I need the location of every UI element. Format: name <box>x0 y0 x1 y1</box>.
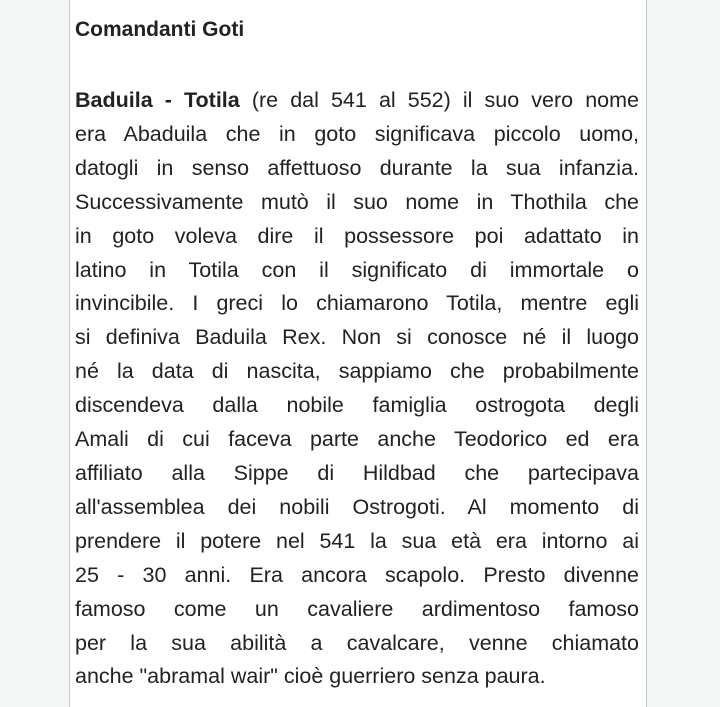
text-line: anche "abramal wair" cioè guerriero senza paura. <box>75 664 546 689</box>
text-line: famoso come un cavaliere ardimentoso famoso <box>75 596 639 621</box>
text-line: per la sua abilità a cavalcare, venne chiamato <box>75 630 639 655</box>
text-line: latino in Totila con il significato di immortale o <box>75 257 639 282</box>
text-line: prendere il potere nel 541 la sua età era intorno ai <box>75 528 639 553</box>
body-paragraph <box>75 84 639 694</box>
subject-name: Baduila - Totila <box>75 88 240 112</box>
text-line: era Abaduila che in goto significava piccolo uomo, <box>75 121 639 146</box>
text-line <box>75 84 639 118</box>
text-line: 25 - 30 anni. Era ancora scapolo. Presto divenne <box>75 562 639 587</box>
text-line: invincibile. I greci lo chiamarono Totila, mentre egli <box>75 291 639 316</box>
text-line: si definiva Baduila Rex. Non si conosce né il luogo <box>75 325 639 350</box>
text-line: datogli in senso affettuoso durante la sua infanzia. <box>75 155 639 180</box>
text-line: all'assemblea dei nobili Ostrogoti. Al momento di <box>75 494 639 519</box>
text-line: Amali di cui faceva parte anche Teodorico ed era <box>75 427 639 452</box>
text-line: in goto voleva dire il possessore poi adattato in <box>75 223 639 248</box>
text-line: discendeva dalla nobile famiglia ostrogota degli <box>75 393 639 418</box>
page-title: Comandanti Goti <box>75 18 245 41</box>
text-line-content: (re dal 541 al 552) il suo vero nome <box>239 88 639 112</box>
text-line: Successivamente mutò il suo nome in Thothila che <box>75 189 639 214</box>
content-card <box>69 0 647 707</box>
text-line: affiliato alla Sippe di Hildbad che partecipava <box>75 460 639 485</box>
text-line: né la data di nascita, sappiamo che probabilmente <box>75 359 639 384</box>
